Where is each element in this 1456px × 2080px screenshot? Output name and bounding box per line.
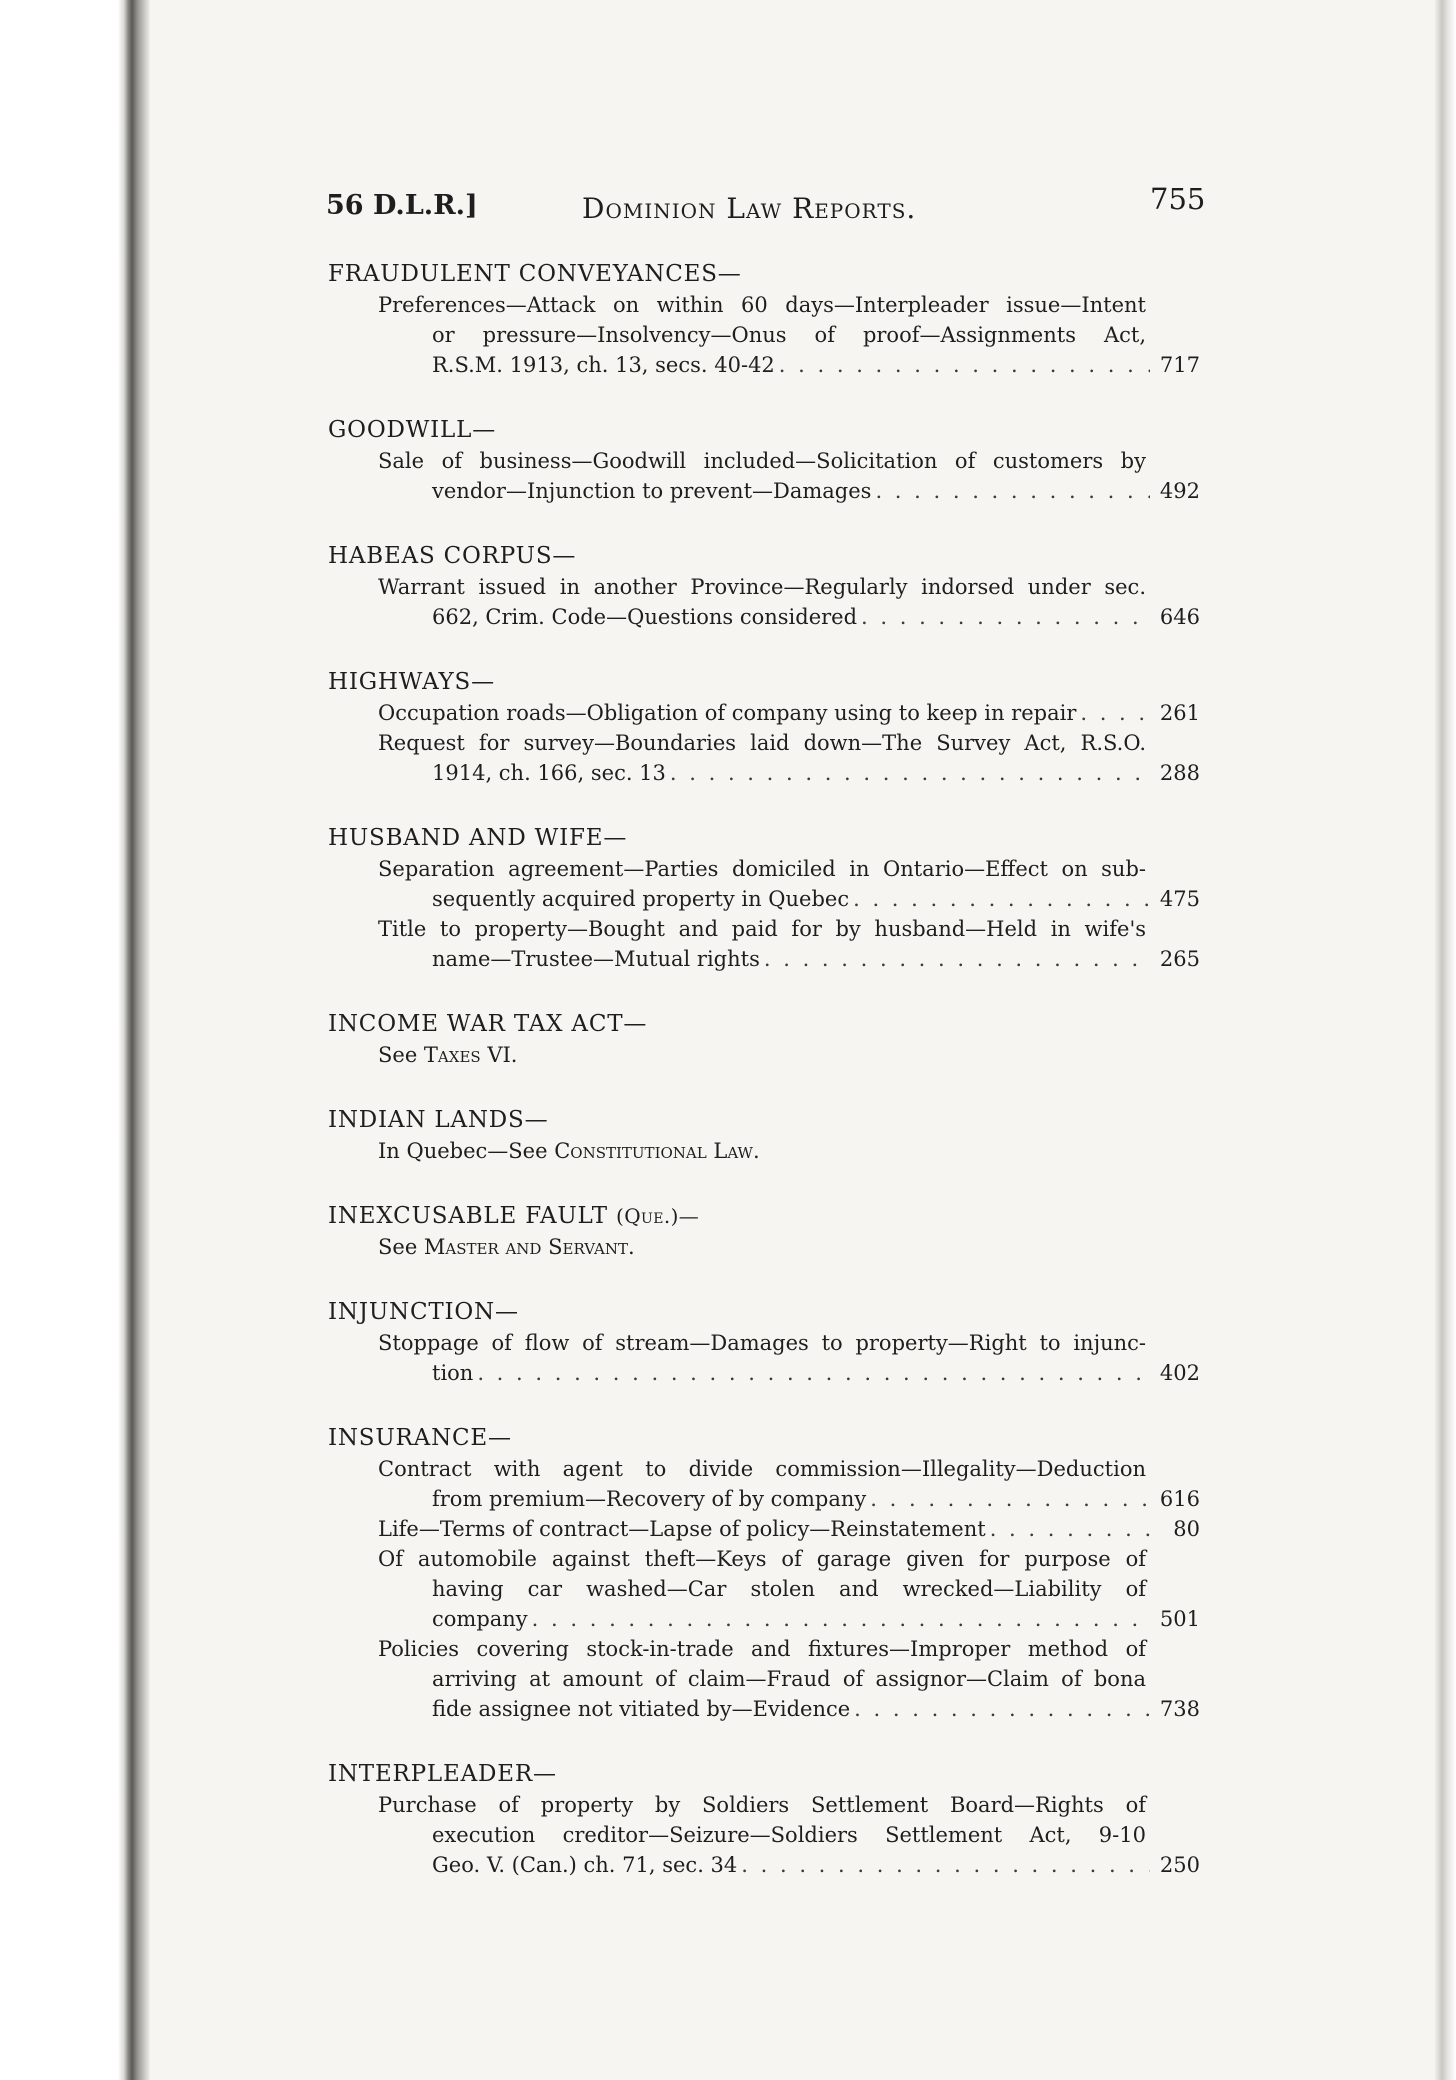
- entry-heading: [300, 1008, 1200, 1040]
- leader-dots: [870, 1484, 1150, 1514]
- subentry-text: Request for survey—Boundaries laid down—The Survey Act, R.S.O.: [378, 731, 1146, 755]
- subentry-line: [300, 758, 1200, 788]
- subentry-line: [300, 914, 1200, 944]
- subentry-text: fide assignee not vitiated by—Evidence: [432, 1697, 851, 1721]
- entry-heading-text: INCOME WAR TAX ACT—: [328, 1011, 648, 1037]
- index-entry: [300, 1422, 1200, 1724]
- page-edge: [1434, 0, 1456, 2080]
- page-reference: 265: [1159, 947, 1200, 971]
- cross-reference-target: Master and Servant: [423, 1235, 628, 1259]
- index-entry: [300, 822, 1200, 974]
- subentry-line: [300, 1544, 1200, 1574]
- subentry-text: sequently acquired property in Quebec: [432, 887, 850, 911]
- index-entry: [300, 1104, 1200, 1166]
- leader-dots: [990, 1514, 1150, 1544]
- page-reference: 717: [1159, 353, 1200, 377]
- subentry: [300, 698, 1200, 728]
- page-number: 755: [1150, 182, 1206, 216]
- subentry-text: Warrant issued in another Province—Regularly indorsed under sec.: [378, 575, 1146, 599]
- cross-reference: [300, 1040, 1200, 1070]
- entry-heading-text: INJUNCTION—: [328, 1299, 519, 1325]
- subentry-text: tion: [432, 1361, 474, 1385]
- subentry-text: Title to property—Bought and paid for by husband—Held in wife's: [378, 917, 1146, 941]
- subentry-line: [300, 476, 1200, 506]
- subentry-line: [300, 572, 1200, 602]
- subentry-text: Life—Terms of contract—Lapse of policy—Reinstatement: [378, 1517, 986, 1541]
- entry-heading-text: INEXCUSABLE FAULT: [328, 1203, 608, 1229]
- subentry-text: R.S.M. 1913, ch. 13, secs. 40-42: [432, 353, 775, 377]
- leader-dots: [764, 944, 1150, 974]
- subentry: [300, 446, 1200, 506]
- page-reference: 261: [1159, 701, 1200, 725]
- entry-heading: [300, 258, 1200, 290]
- index-entry: [300, 414, 1200, 506]
- entry-heading-text: INSURANCE—: [328, 1425, 512, 1451]
- cross-reference-suffix: .: [628, 1235, 635, 1259]
- entry-heading-text: HUSBAND AND WIFE—: [328, 825, 628, 851]
- entry-heading: [300, 1200, 1200, 1232]
- subentry: [300, 290, 1200, 380]
- index-entry: [300, 1008, 1200, 1070]
- subentry-line: [300, 1694, 1200, 1724]
- page-reference: 80: [1173, 1517, 1200, 1541]
- leader-dots: [1080, 698, 1150, 728]
- subentry-text: from premium—Recovery of by company: [432, 1487, 867, 1511]
- subentry-text: Policies covering stock-in-trade and fixtures—Improper method of: [378, 1637, 1146, 1661]
- subentry-text: company: [432, 1607, 528, 1631]
- index-entry: [300, 1758, 1200, 1880]
- subentry-line: [300, 350, 1200, 380]
- page-reference: 646: [1159, 605, 1200, 629]
- subentry-line: [300, 1664, 1200, 1694]
- subentry-text: arriving at amount of claim—Fraud of assignor—Claim of bona: [432, 1667, 1146, 1691]
- subentry-text: 662, Crim. Code—Questions considered: [432, 605, 858, 629]
- cross-reference-suffix: VI.: [480, 1043, 518, 1067]
- entry-heading: [300, 540, 1200, 572]
- index-entry: [300, 666, 1200, 788]
- entry-heading: [300, 1422, 1200, 1454]
- subentry-line: [300, 698, 1200, 728]
- book-binding-shadow: [0, 0, 150, 2080]
- subentry-line: [300, 320, 1200, 350]
- subentry-line: [300, 1454, 1200, 1484]
- page-reference: 475: [1159, 887, 1200, 911]
- page-reference: 501: [1159, 1607, 1200, 1631]
- subentry-text: 1914, ch. 166, sec. 13: [432, 761, 666, 785]
- subentry-text: or pressure—Insolvency—Onus of proof—Assignments Act,: [432, 323, 1146, 347]
- cross-reference-target: Taxes: [423, 1043, 481, 1067]
- page-reference: 402: [1159, 1361, 1200, 1385]
- page-reference: 616: [1159, 1487, 1200, 1511]
- leader-dots: [875, 476, 1150, 506]
- leader-dots: [532, 1604, 1150, 1634]
- page-reference: 738: [1159, 1697, 1200, 1721]
- running-head: [300, 178, 1206, 238]
- index-entry: [300, 258, 1200, 380]
- leader-dots: [861, 602, 1150, 632]
- page-reference: 288: [1159, 761, 1200, 785]
- cross-reference-prefix: See: [378, 1043, 424, 1067]
- entry-heading: [300, 1296, 1200, 1328]
- subentry: [300, 914, 1200, 974]
- subentry-text: Separation agreement—Parties domiciled in Ontario—Effect on sub-: [378, 857, 1146, 881]
- index-entries: [300, 258, 1200, 1880]
- entry-heading-text: GOODWILL—: [328, 417, 496, 443]
- entry-heading-text: INTERPLEADER—: [328, 1761, 557, 1787]
- subentry: [300, 1454, 1200, 1514]
- subentry-line: [300, 1358, 1200, 1388]
- subentry-text: Sale of business—Goodwill included—Solicitation of customers by: [378, 449, 1146, 473]
- subentry-line: [300, 1574, 1200, 1604]
- subentry: [300, 1514, 1200, 1544]
- entry-heading-text: FRAUDULENT CONVEYANCES—: [328, 261, 742, 287]
- entry-heading-text: HABEAS CORPUS—: [328, 543, 577, 569]
- subentry-line: [300, 884, 1200, 914]
- index-page: [300, 178, 1206, 1914]
- subentry-text: name—Trustee—Mutual rights: [432, 947, 760, 971]
- leader-dots: [779, 350, 1150, 380]
- entry-heading: [300, 1104, 1200, 1136]
- subentry-line: [300, 1514, 1200, 1544]
- index-entry: [300, 540, 1200, 632]
- subentry-text: Preferences—Attack on within 60 days—Interpleader issue—Intent: [378, 293, 1146, 317]
- subentry-line: [300, 1820, 1200, 1850]
- subentry: [300, 1328, 1200, 1388]
- subentry-line: [300, 1850, 1200, 1880]
- entry-qualifier: (Que.)—: [616, 1204, 700, 1228]
- index-entry: [300, 1200, 1200, 1262]
- subentry-line: [300, 854, 1200, 884]
- entry-heading: [300, 822, 1200, 854]
- subentry-line: [300, 1790, 1200, 1820]
- cross-reference-suffix: .: [752, 1139, 760, 1163]
- leader-dots: [670, 758, 1150, 788]
- subentry-text: Purchase of property by Soldiers Settlement Board—Rights of: [378, 1793, 1146, 1817]
- subentry-text: Stoppage of flow of stream—Damages to property—Right to injunc-: [378, 1331, 1146, 1355]
- subentry-text: execution creditor—Seizure—Soldiers Settlement Act, 9-10: [432, 1823, 1146, 1847]
- subentry-text: Of automobile against theft—Keys of garage given for purpose of: [378, 1547, 1146, 1571]
- subentry-text: Occupation roads—Obligation of company using to keep in repair: [378, 701, 1077, 725]
- subentry: [300, 572, 1200, 632]
- subentry-line: [300, 602, 1200, 632]
- entry-heading: [300, 666, 1200, 698]
- subentry-line: [300, 290, 1200, 320]
- subentry-line: [300, 1634, 1200, 1664]
- subentry-text: having car washed—Car stolen and wrecked—Liability of: [432, 1577, 1146, 1601]
- subentry: [300, 1544, 1200, 1634]
- subentry-line: [300, 446, 1200, 476]
- entry-heading: [300, 414, 1200, 446]
- entry-heading: [300, 1758, 1200, 1790]
- index-entry: [300, 1296, 1200, 1388]
- cross-reference: [300, 1136, 1200, 1166]
- page-reference: 250: [1159, 1853, 1200, 1877]
- cross-reference: [300, 1232, 1200, 1262]
- leader-dots: [854, 1694, 1150, 1724]
- subentry: [300, 728, 1200, 788]
- subentry-line: [300, 728, 1200, 758]
- subentry: [300, 854, 1200, 914]
- leader-dots: [853, 884, 1150, 914]
- subentry-line: [300, 1484, 1200, 1514]
- publication-title: Dominion Law Reports.: [582, 192, 917, 225]
- cross-reference-prefix: In Quebec—See: [378, 1139, 555, 1163]
- page-reference: 492: [1159, 479, 1200, 503]
- subentry-line: [300, 1604, 1200, 1634]
- leader-dots: [741, 1850, 1150, 1880]
- subentry-line: [300, 1328, 1200, 1358]
- cross-reference-target: Constitutional Law: [554, 1139, 753, 1163]
- cross-reference-prefix: See: [378, 1235, 424, 1259]
- volume-reference: 56 D.L.R.]: [326, 190, 478, 221]
- subentry-text: Geo. V. (Can.) ch. 71, sec. 34: [432, 1853, 738, 1877]
- subentry: [300, 1790, 1200, 1880]
- leader-dots: [477, 1358, 1150, 1388]
- entry-heading-text: HIGHWAYS—: [328, 669, 495, 695]
- subentry: [300, 1634, 1200, 1724]
- subentry-line: [300, 944, 1200, 974]
- subentry-text: vendor—Injunction to prevent—Damages: [432, 479, 872, 503]
- entry-heading-text: INDIAN LANDS—: [328, 1107, 549, 1133]
- subentry-text: Contract with agent to divide commission—Illegality—Deduction: [378, 1457, 1146, 1481]
